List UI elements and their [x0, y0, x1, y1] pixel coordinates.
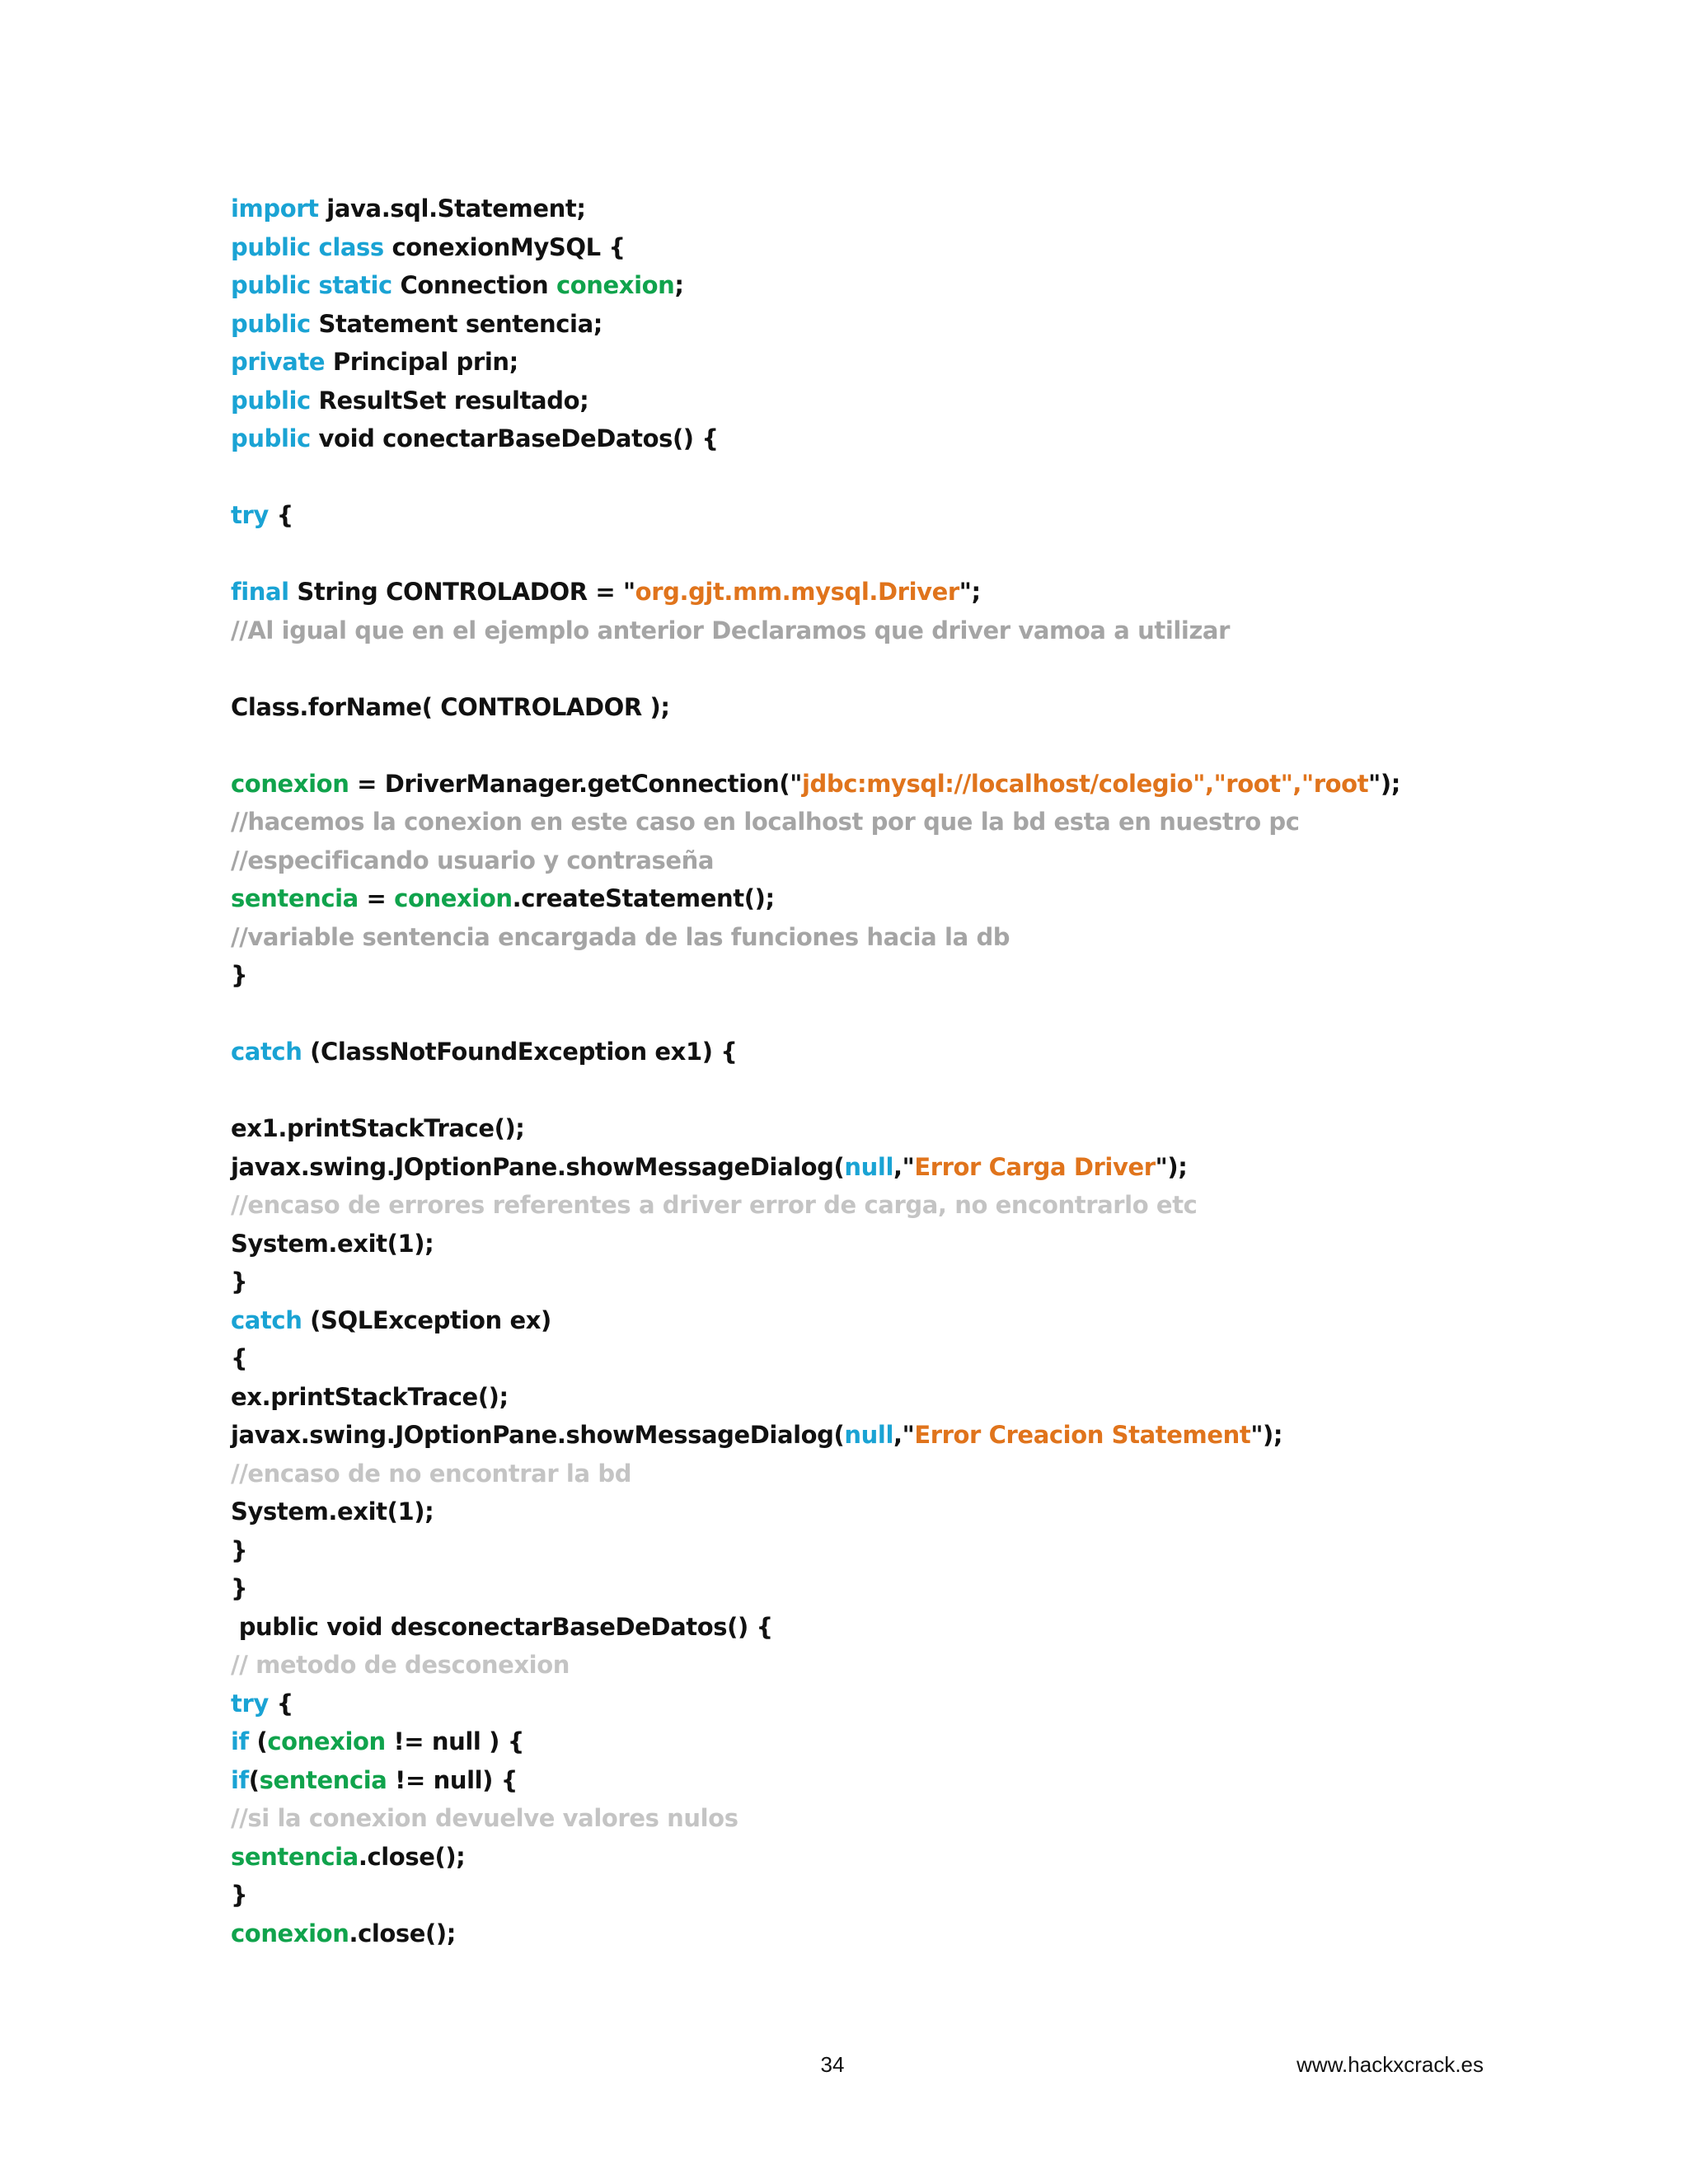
- code-line: [231, 1416, 1599, 1455]
- code-line: public void desconectarBaseDeDatos() {: [231, 1612, 773, 1641]
- code-line: {: [231, 1344, 248, 1372]
- page-number: 34: [820, 2052, 845, 2077]
- code-line: ex.printStackTrace();: [231, 1382, 509, 1411]
- code-line: [231, 1301, 1599, 1340]
- code-text: javax.swing.JOptionPane.showMessageDialog(: [231, 1152, 845, 1181]
- code-text: .close();: [349, 1919, 456, 1947]
- code-text: Principal prin;: [325, 348, 518, 376]
- code-text: {: [268, 501, 293, 529]
- code-text: ,": [893, 1421, 915, 1449]
- code-line: [231, 1033, 1599, 1071]
- variable: conexion: [231, 1919, 349, 1947]
- code-text: ";: [959, 578, 981, 606]
- blank-line: [231, 1071, 1599, 1110]
- keyword: public: [231, 309, 311, 338]
- blank-line: [231, 726, 1599, 765]
- blank-line: [231, 649, 1599, 688]
- keyword: public: [231, 424, 311, 452]
- code-line: [231, 1761, 1599, 1800]
- code-text: Statement sentencia;: [310, 309, 603, 338]
- code-comment: //encaso de no encontrar la bd: [231, 1459, 632, 1488]
- keyword: null: [844, 1421, 893, 1449]
- code-comment: //especificando usuario y contraseña: [231, 846, 715, 874]
- blank-line: [231, 458, 1599, 497]
- code-line: System.exit(1);: [231, 1497, 434, 1526]
- code-line: [231, 228, 1599, 267]
- code-line: [231, 266, 1599, 305]
- code-line: }: [231, 1268, 248, 1296]
- code-text: {: [268, 1689, 293, 1718]
- code-text: .close();: [358, 1842, 466, 1871]
- code-line: [231, 382, 1599, 420]
- code-text: (: [248, 1765, 260, 1794]
- keyword: catch: [231, 1038, 302, 1066]
- code-text: ");: [1250, 1421, 1283, 1449]
- code-text: ,": [893, 1152, 915, 1181]
- code-text: = DriverManager.getConnection(": [349, 769, 802, 798]
- code-text: void conectarBaseDeDatos() {: [310, 424, 719, 452]
- variable: conexion: [394, 884, 513, 912]
- code-line: [231, 190, 1599, 228]
- code-text: ResultSet resultado;: [310, 386, 589, 415]
- string-literal: org.gjt.mm.mysql.Driver: [635, 578, 959, 606]
- keyword: public: [231, 386, 311, 415]
- code-comment: //si la conexion devuelve valores nulos: [231, 1804, 738, 1832]
- code-line: [231, 419, 1599, 458]
- code-text: (: [248, 1727, 268, 1755]
- keyword: catch: [231, 1305, 302, 1334]
- code-comment: //encaso de errores referentes a driver error de carga, no encontrarlo etc: [231, 1191, 1198, 1219]
- code-text: != null) {: [387, 1765, 518, 1794]
- keyword: public static: [231, 271, 392, 299]
- code-text: ");: [1368, 769, 1400, 798]
- code-text: javax.swing.JOptionPane.showMessageDialog(: [231, 1421, 845, 1449]
- code-text: ;: [674, 271, 684, 299]
- code-line: [231, 573, 1599, 612]
- code-line: System.exit(1);: [231, 1229, 434, 1258]
- code-comment: //Al igual que en el ejemplo anterior Declaramos que driver vamoa a utilizar: [231, 616, 1230, 644]
- code-line: Class.forName( CONTROLADOR );: [231, 692, 670, 721]
- variable: conexion: [267, 1727, 386, 1755]
- keyword: public class: [231, 232, 384, 261]
- code-comment: //hacemos la conexion en este caso en localhost por que la bd esta en nuestro pc: [231, 808, 1300, 836]
- code-text: java.sql.Statement;: [318, 194, 586, 223]
- code-line: [231, 343, 1599, 382]
- keyword: try: [231, 1689, 269, 1718]
- keyword: if: [231, 1765, 249, 1794]
- code-line: [231, 1148, 1599, 1187]
- code-text: (ClassNotFoundException ex1) {: [302, 1038, 738, 1066]
- keyword: final: [231, 578, 289, 606]
- code-line: [231, 1685, 1599, 1723]
- code-text: (SQLException ex): [302, 1305, 551, 1334]
- string-literal: Error Creacion Statement: [914, 1421, 1251, 1449]
- code-line: [231, 1722, 1599, 1761]
- code-text: Connection: [392, 271, 556, 299]
- code-comment: // metodo de desconexion: [231, 1651, 570, 1679]
- code-text: != null ) {: [385, 1727, 524, 1755]
- keyword: if: [231, 1727, 249, 1755]
- blank-line: [231, 995, 1599, 1033]
- code-text: conexionMySQL {: [383, 232, 626, 261]
- code-listing: [231, 190, 1599, 1952]
- keyword: null: [844, 1152, 893, 1181]
- variable: conexion: [556, 271, 675, 299]
- footer-site-url: www.hackxcrack.es: [1296, 2052, 1484, 2077]
- keyword: private: [231, 348, 326, 376]
- variable: sentencia: [259, 1765, 387, 1794]
- code-line: [231, 1915, 1599, 1953]
- code-text: .createStatement();: [512, 884, 775, 912]
- code-text: ");: [1155, 1152, 1188, 1181]
- string-literal: jdbc:mysql://localhost/colegio","root","root: [801, 769, 1369, 798]
- code-line: [231, 496, 1599, 535]
- code-line: [231, 305, 1599, 344]
- code-line: }: [231, 1535, 248, 1564]
- variable: sentencia: [231, 884, 359, 912]
- code-line: }: [231, 1574, 248, 1602]
- keyword: try: [231, 501, 269, 529]
- code-text: =: [358, 884, 395, 912]
- code-line: }: [231, 961, 248, 989]
- code-line: [231, 1838, 1599, 1877]
- code-comment: //variable sentencia encargada de las funciones hacia la db: [231, 922, 1010, 951]
- variable: sentencia: [231, 1842, 359, 1871]
- code-line: [231, 879, 1599, 918]
- string-literal: Error Carga Driver: [914, 1152, 1156, 1181]
- code-text: String CONTROLADOR = ": [288, 578, 635, 606]
- variable: conexion: [231, 769, 349, 798]
- blank-line: [231, 535, 1599, 574]
- code-line: ex1.printStackTrace();: [231, 1114, 525, 1142]
- code-line: }: [231, 1881, 248, 1909]
- keyword: import: [231, 194, 319, 223]
- code-line: [231, 765, 1599, 804]
